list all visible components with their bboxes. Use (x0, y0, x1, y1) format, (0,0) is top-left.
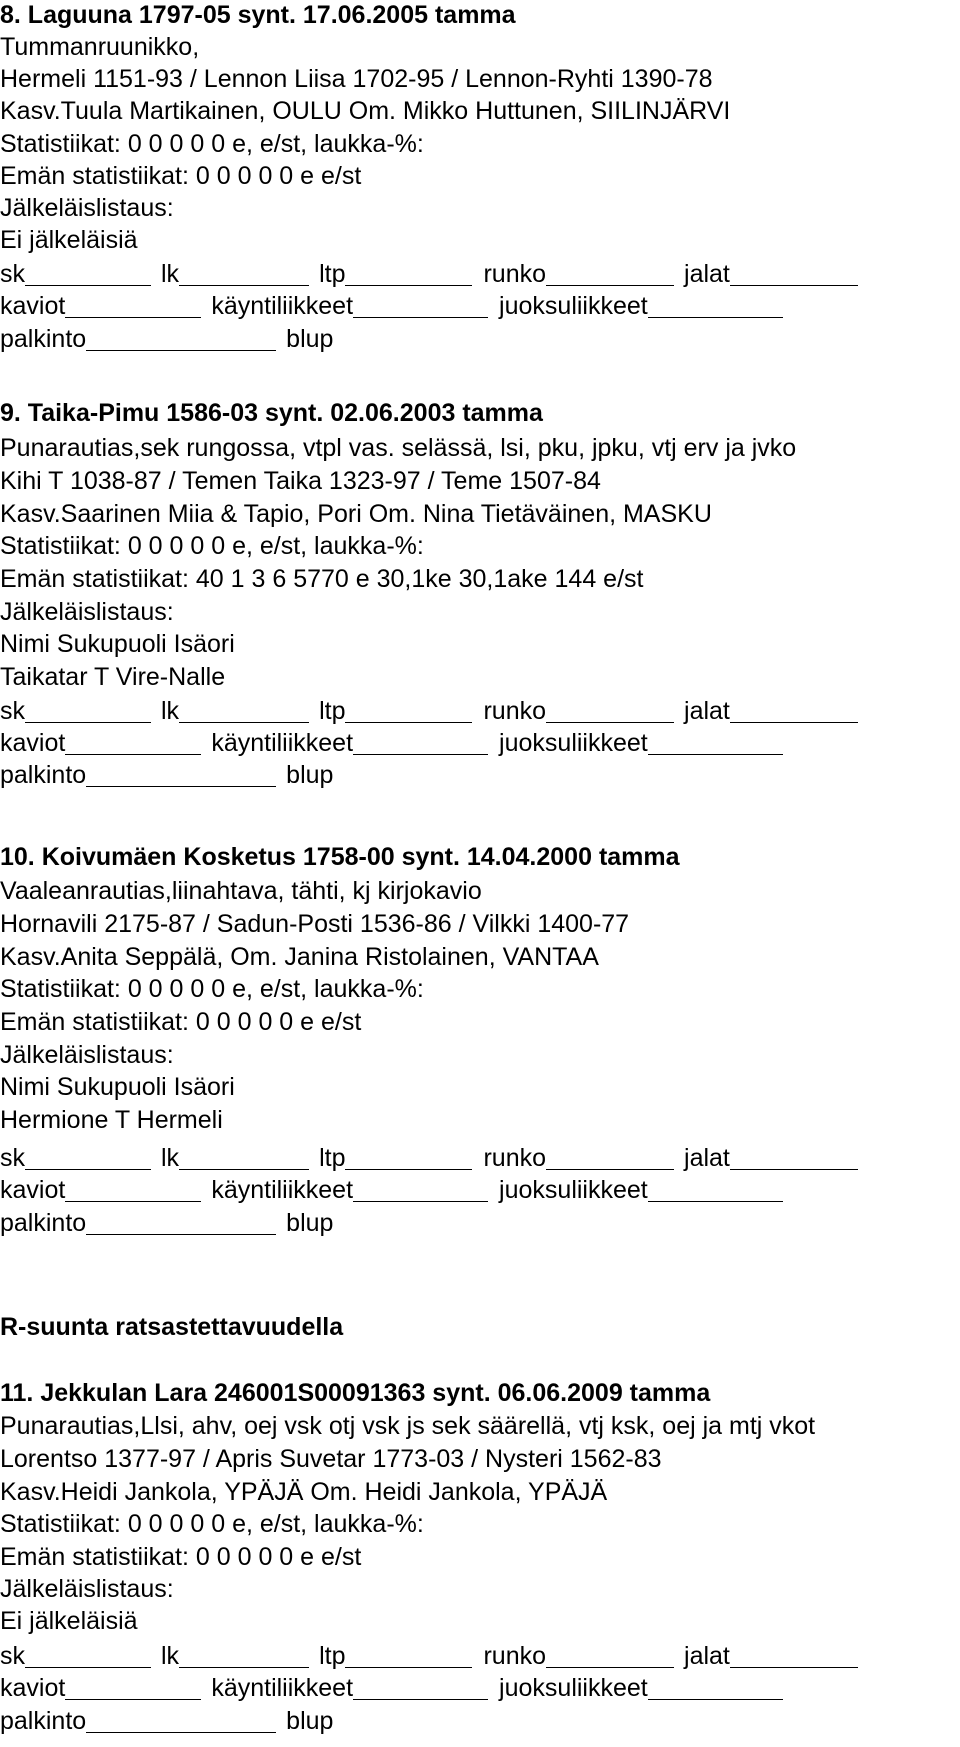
blank-line (86, 1208, 276, 1235)
entry-line: Jälkeläislistaus: (0, 1041, 174, 1069)
field-label-runko: runko (483, 697, 547, 725)
entry-line: Kasv.Heidi Jankola, YPÄJÄ Om. Heidi Jankola, YPÄJÄ (0, 1478, 608, 1506)
blank-line (345, 1143, 472, 1170)
blank-line (86, 760, 276, 787)
field-label-juoksuliikkeet: juoksuliikkeet (499, 729, 648, 757)
entry-line: Kihi T 1038-87 / Temen Taika 1323-97 / Teme 1507-84 (0, 467, 601, 495)
score-row-award (0, 324, 333, 354)
field-label-kaviot: kaviot (0, 729, 66, 757)
entry-line: Hermione T Hermeli (0, 1106, 223, 1134)
entry-line: Vaaleanrautias,liinahtava, tähti, kj kirjokavio (0, 877, 482, 905)
field-label-blup: blup (286, 761, 334, 789)
blank-line (25, 259, 151, 286)
blank-line (179, 1143, 309, 1170)
blank-line (730, 696, 858, 723)
field-label-kayntiliikkeet: käyntiliikkeet (211, 1674, 354, 1702)
score-row-award (0, 1208, 333, 1238)
entry-line: Lorentso 1377-97 / Apris Suvetar 1773-03 / Nysteri 1562-83 (0, 1445, 662, 1473)
entry-line: Statistiikat: 0 0 0 0 0 e, e/st, laukka-%: (0, 130, 424, 158)
blank-line (353, 728, 488, 755)
blank-line (86, 324, 276, 351)
field-label-jalat: jalat (684, 260, 730, 288)
entry-line: Punarautias,Llsi, ahv, oej vsk otj vsk js sek säärellä, vtj ksk, oej ja mtj vkot (0, 1412, 816, 1440)
field-label-lk: lk (161, 1642, 180, 1670)
field-label-juoksuliikkeet: juoksuliikkeet (499, 1674, 648, 1702)
blank-line (648, 1175, 783, 1202)
field-label-sk: sk (0, 1144, 25, 1172)
blank-line (345, 696, 472, 723)
score-row-movement (0, 728, 783, 758)
field-label-palkinto: palkinto (0, 761, 87, 789)
blank-line (730, 1641, 858, 1668)
blank-line (730, 259, 858, 286)
blank-line (546, 259, 674, 286)
blank-line (345, 1641, 472, 1668)
field-label-juoksuliikkeet: juoksuliikkeet (499, 1176, 648, 1204)
score-row-movement (0, 291, 783, 321)
entry-heading: 8. Laguuna 1797-05 synt. 17.06.2005 tamma (0, 1, 516, 29)
entry-line: Nimi Sukupuoli Isäori (0, 630, 235, 658)
field-label-jalat: jalat (684, 697, 730, 725)
entry-line: Hermeli 1151-93 / Lennon Liisa 1702-95 / Lennon-Ryhti 1390-78 (0, 65, 713, 93)
field-label-ltp: ltp (319, 260, 346, 288)
field-label-lk: lk (161, 260, 180, 288)
field-label-sk: sk (0, 697, 25, 725)
field-label-palkinto: palkinto (0, 1707, 87, 1735)
blank-line (353, 1175, 488, 1202)
section-heading: R-suunta ratsastettavuudella (0, 1313, 344, 1341)
entry-line: Jälkeläislistaus: (0, 1575, 174, 1603)
blank-line (25, 1641, 151, 1668)
entry-line: Emän statistiikat: 0 0 0 0 0 e e/st (0, 1543, 362, 1571)
field-label-blup: blup (286, 1209, 334, 1237)
field-label-kaviot: kaviot (0, 1176, 66, 1204)
blank-line (179, 696, 309, 723)
field-label-jalat: jalat (684, 1642, 730, 1670)
blank-line (345, 259, 472, 286)
blank-line (65, 291, 201, 318)
field-label-runko: runko (483, 260, 547, 288)
entry-line: Kasv.Saarinen Miia & Tapio, Pori Om. Nina Tietäväinen, MASKU (0, 500, 712, 528)
blank-line (353, 291, 488, 318)
score-row-conformation (0, 1641, 858, 1671)
field-label-blup: blup (286, 1707, 334, 1735)
field-label-kayntiliikkeet: käyntiliikkeet (211, 729, 354, 757)
entry-line: Emän statistiikat: 0 0 0 0 0 e e/st (0, 1008, 362, 1036)
blank-line (353, 1673, 488, 1700)
field-label-blup: blup (286, 325, 334, 353)
score-row-award (0, 1706, 333, 1736)
entry-line: Tummanruunikko, (0, 33, 200, 61)
blank-line (546, 696, 674, 723)
blank-line (730, 1143, 858, 1170)
entry-heading: 9. Taika-Pimu 1586-03 synt. 02.06.2003 tamma (0, 399, 543, 427)
blank-line (65, 1175, 201, 1202)
blank-line (546, 1641, 674, 1668)
field-label-jalat: jalat (684, 1144, 730, 1172)
field-label-ltp: ltp (319, 1642, 346, 1670)
field-label-juoksuliikkeet: juoksuliikkeet (499, 292, 648, 320)
blank-line (648, 291, 783, 318)
entry-line: Punarautias,sek rungossa, vtpl vas. selässä, lsi, pku, jpku, vtj erv ja jvko (0, 434, 797, 462)
blank-line (179, 1641, 309, 1668)
entry-heading: 11. Jekkulan Lara 246001S00091363 synt. 06.06.2009 tamma (0, 1379, 711, 1407)
entry-line: Taikatar T Vire-Nalle (0, 663, 226, 691)
entry-line: Statistiikat: 0 0 0 0 0 e, e/st, laukka-%: (0, 532, 424, 560)
entry-line: Kasv.Tuula Martikainen, OULU Om. Mikko Huttunen, SIILINJÄRVI (0, 97, 731, 125)
blank-line (25, 1143, 151, 1170)
score-row-conformation (0, 696, 858, 726)
score-row-conformation (0, 1143, 858, 1173)
field-label-sk: sk (0, 1642, 25, 1670)
entry-line: Jälkeläislistaus: (0, 598, 174, 626)
field-label-palkinto: palkinto (0, 325, 87, 353)
entry-line: Emän statistiikat: 0 0 0 0 0 e e/st (0, 162, 362, 190)
entry-line: Ei jälkeläisiä (0, 226, 138, 254)
entry-line: Nimi Sukupuoli Isäori (0, 1073, 235, 1101)
field-label-runko: runko (483, 1642, 547, 1670)
score-row-award (0, 760, 333, 790)
blank-line (86, 1706, 276, 1733)
entry-line: Jälkeläislistaus: (0, 194, 174, 222)
score-row-conformation (0, 259, 858, 289)
field-label-lk: lk (161, 1144, 180, 1172)
score-row-movement (0, 1175, 783, 1205)
blank-line (25, 696, 151, 723)
blank-line (65, 728, 201, 755)
field-label-runko: runko (483, 1144, 547, 1172)
entry-heading: 10. Koivumäen Kosketus 1758-00 synt. 14.04.2000 tamma (0, 843, 680, 871)
field-label-ltp: ltp (319, 1144, 346, 1172)
blank-line (648, 1673, 783, 1700)
field-label-kaviot: kaviot (0, 292, 66, 320)
field-label-ltp: ltp (319, 697, 346, 725)
entry-line: Kasv.Anita Seppälä, Om. Janina Ristolainen, VANTAA (0, 943, 599, 971)
entry-line: Ei jälkeläisiä (0, 1607, 138, 1635)
entry-line: Hornavili 2175-87 / Sadun-Posti 1536-86 / Vilkki 1400-77 (0, 910, 630, 938)
blank-line (65, 1673, 201, 1700)
entry-line: Emän statistiikat: 40 1 3 6 5770 e 30,1ke 30,1ake 144 e/st (0, 565, 644, 593)
field-label-lk: lk (161, 697, 180, 725)
field-label-kayntiliikkeet: käyntiliikkeet (211, 292, 354, 320)
field-label-kayntiliikkeet: käyntiliikkeet (211, 1176, 354, 1204)
field-label-palkinto: palkinto (0, 1209, 87, 1237)
field-label-kaviot: kaviot (0, 1674, 66, 1702)
entry-line: Statistiikat: 0 0 0 0 0 e, e/st, laukka-%: (0, 975, 424, 1003)
blank-line (648, 728, 783, 755)
field-label-sk: sk (0, 260, 25, 288)
entry-line: Statistiikat: 0 0 0 0 0 e, e/st, laukka-%: (0, 1510, 424, 1538)
blank-line (179, 259, 309, 286)
blank-line (546, 1143, 674, 1170)
score-row-movement (0, 1673, 783, 1703)
